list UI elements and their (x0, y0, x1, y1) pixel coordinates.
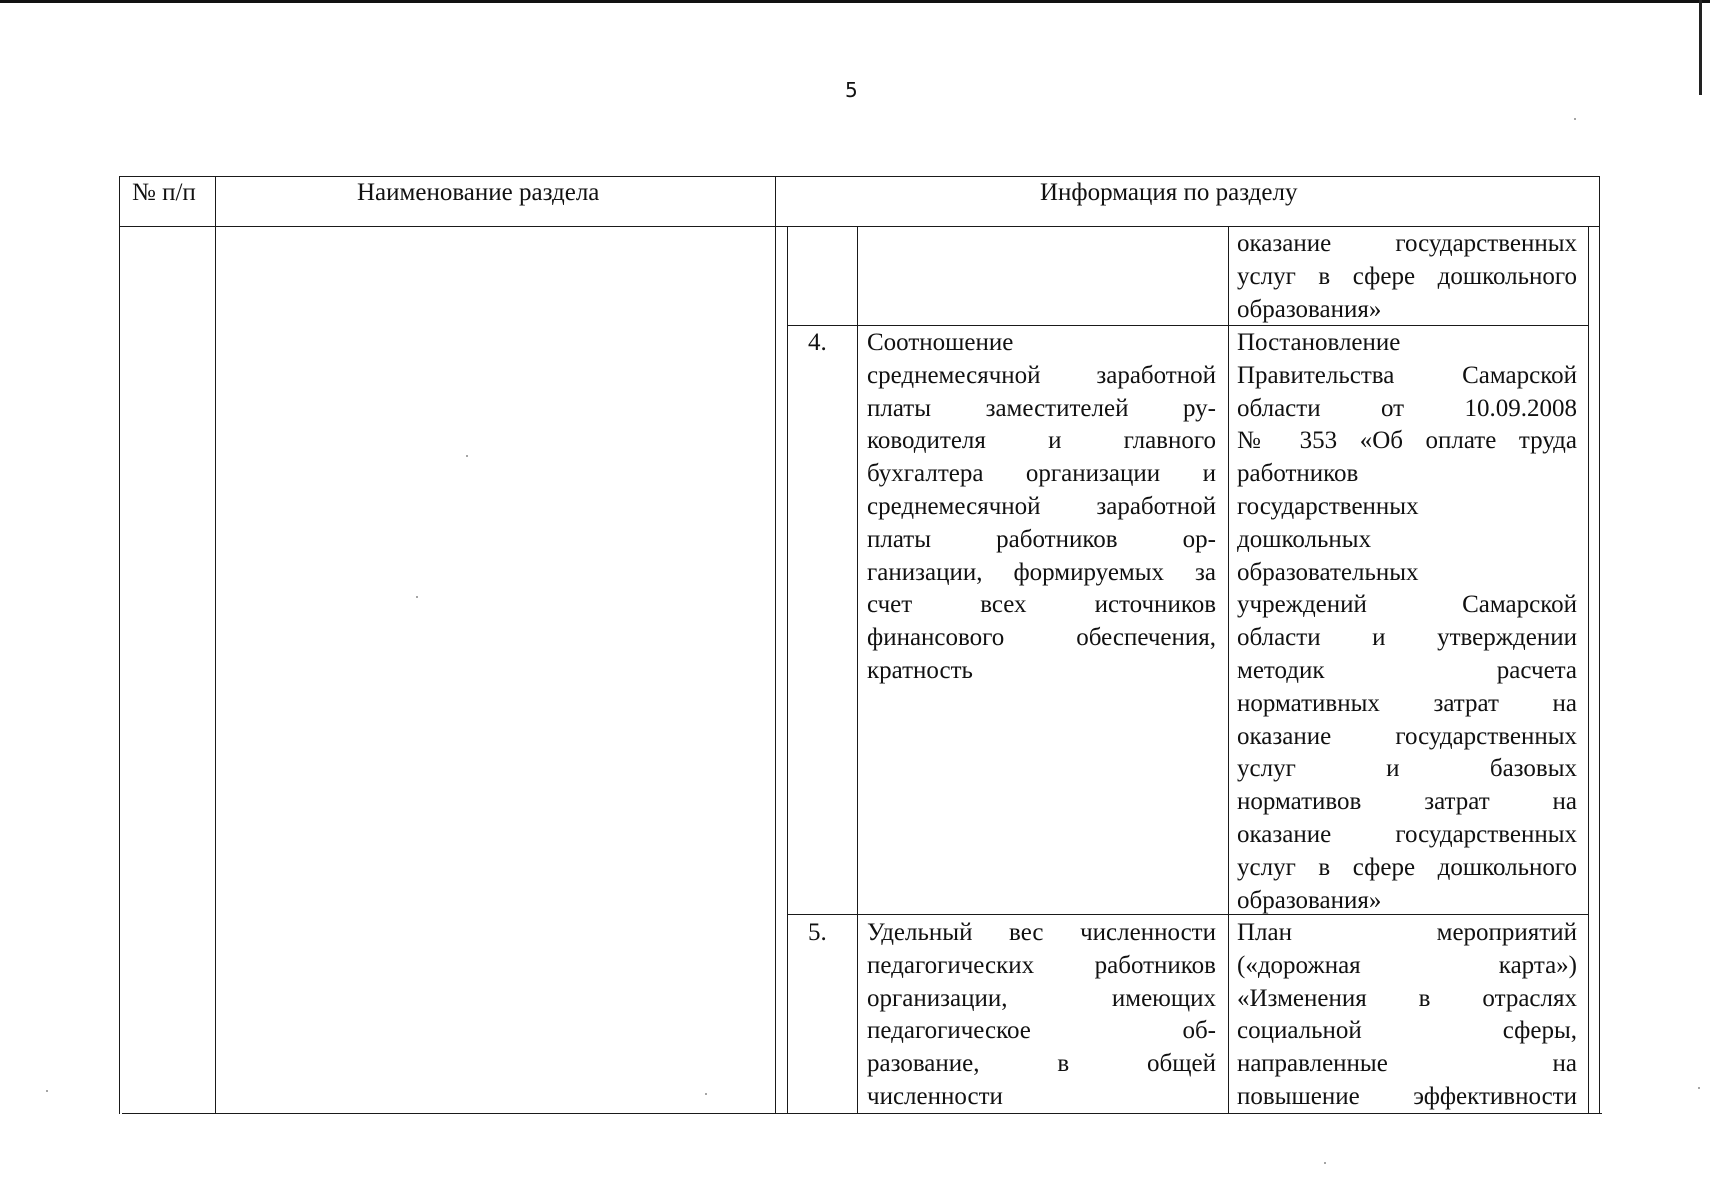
inner-row-indicator (867, 327, 1216, 688)
text-line: среднемесячной заработной (867, 361, 1216, 389)
inner-row-source (1237, 327, 1577, 917)
text-line: образовательных (1237, 558, 1419, 586)
header-section-name: Наименование раздела (357, 179, 600, 206)
text-line: учреждений Самарской (1237, 591, 1577, 619)
text-line: № 353 «Об оплате труда (1237, 427, 1577, 455)
text-line: среднемесячной заработной (867, 492, 1216, 520)
inner-table-border-left (787, 226, 788, 1114)
text-line: педагогическое об- (867, 1017, 1216, 1045)
text-line: платы заместителей ру- (867, 394, 1216, 422)
inner-column-divider (1228, 226, 1229, 1114)
scan-speck (1324, 1162, 1326, 1164)
column-divider (215, 176, 216, 1114)
inner-row-continuation-source (1237, 228, 1577, 326)
inner-row-number: 5. (808, 919, 827, 946)
text-line: государственных (1237, 492, 1419, 520)
text-line: ководителя и главного (867, 427, 1216, 455)
text-line: оказание государственных (1237, 820, 1577, 848)
text-line: образования» (1237, 295, 1382, 323)
text-line: («дорожная карта») (1237, 951, 1577, 979)
inner-row-source (1237, 917, 1577, 1114)
text-line: области и утверждении (1237, 624, 1577, 652)
text-line: услуг в сфере дошкольного (1237, 853, 1577, 881)
text-line: образования» (1237, 886, 1382, 914)
inner-table-border-right (1588, 226, 1589, 1114)
table-border-top (120, 176, 1600, 177)
header-divider (120, 226, 1600, 227)
page-number: 5 (845, 78, 858, 102)
text-line: «Изменения в отраслях (1237, 984, 1577, 1012)
text-line: Постановление (1237, 329, 1401, 356)
text-line: повышение эффективности (1237, 1082, 1577, 1110)
header-section-info: Информация по разделу (1040, 179, 1298, 206)
text-line: ганизации, формируемых за (867, 558, 1216, 586)
text-line: нормативов затрат на (1237, 788, 1577, 816)
text-line: направленные на (1237, 1050, 1577, 1078)
table-border-left (119, 176, 120, 1114)
scan-speck (416, 596, 418, 598)
text-line: кратность (867, 656, 973, 684)
text-line: дошкольных (1237, 525, 1372, 553)
page-top-border (0, 0, 1710, 3)
text-line: методик расчета (1237, 656, 1577, 684)
text-line: счет всех источников (867, 591, 1216, 619)
text-line: Соотношение (867, 329, 1014, 356)
text-line: План мероприятий (1237, 919, 1577, 946)
text-line: социальной сферы, (1237, 1017, 1577, 1045)
inner-row-number: 4. (808, 329, 827, 356)
inner-column-divider (857, 226, 858, 1114)
scan-speck (1574, 118, 1576, 120)
text-line: бухгалтера организации и (867, 460, 1216, 488)
text-line: услуг и базовых (1237, 755, 1577, 783)
text-line: разование, в общей (867, 1050, 1216, 1078)
page-right-border (1699, 0, 1702, 95)
table-border-right (1599, 176, 1600, 1114)
text-line: нормативных затрат на (1237, 689, 1577, 717)
text-line: Удельный вес численности (867, 919, 1216, 946)
text-line: Правительства Самарской (1237, 361, 1577, 389)
text-line: оказание государственных (1237, 722, 1577, 750)
scan-speck (1698, 1087, 1700, 1089)
scan-speck (46, 1090, 48, 1092)
text-line: численности (867, 1082, 1003, 1110)
header-number: № п/п (132, 179, 196, 206)
text-line: услуг в сфере дошкольного (1237, 262, 1577, 290)
inner-row-indicator (867, 917, 1216, 1114)
scan-speck (705, 1093, 707, 1095)
scan-speck (466, 455, 468, 457)
column-divider (775, 176, 776, 1114)
text-line: области от 10.09.2008 (1237, 394, 1577, 422)
text-line: оказание государственных (1237, 230, 1577, 257)
text-line: финансового обеспечения, (867, 624, 1216, 652)
text-line: организации, имеющих (867, 984, 1216, 1012)
text-line: работников (1237, 460, 1359, 488)
text-line: педагогических работников (867, 951, 1216, 979)
text-line: платы работников ор- (867, 525, 1216, 553)
